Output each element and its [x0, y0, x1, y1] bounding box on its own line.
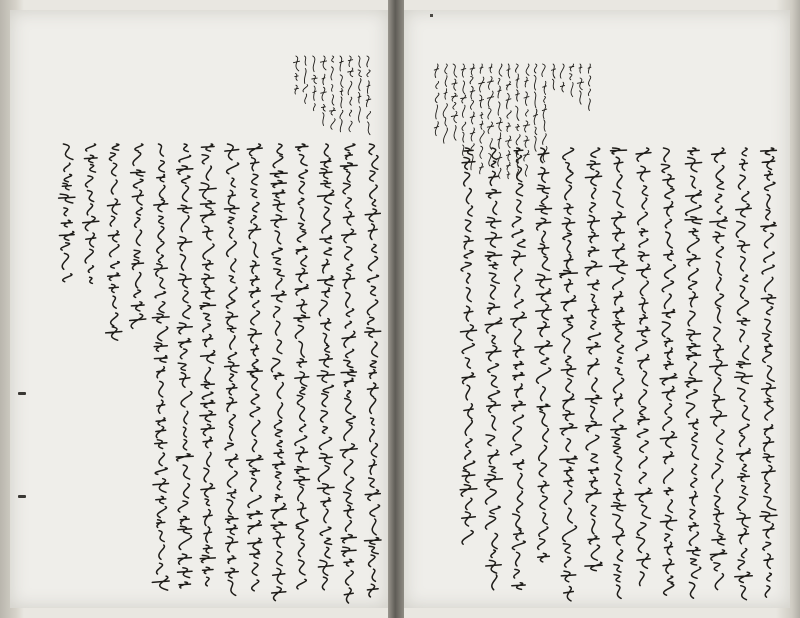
book-gutter [388, 0, 404, 618]
script-column [355, 54, 364, 132]
left-page-binding-mark [18, 392, 26, 395]
script-column [337, 54, 346, 132]
script-column [328, 54, 337, 132]
script-column [556, 146, 581, 594]
left-page-marginal-notes [292, 54, 373, 132]
right-page-corner-mark [430, 14, 433, 17]
script-column [606, 146, 631, 594]
script-column [79, 142, 103, 592]
script-column [55, 142, 79, 592]
script-column [126, 142, 150, 592]
script-column [531, 146, 556, 594]
script-column [346, 54, 355, 132]
script-column [756, 146, 781, 594]
left-page-binding-mark [18, 495, 26, 498]
script-column [506, 146, 531, 594]
script-column [292, 54, 301, 132]
script-column [319, 54, 328, 132]
script-column [631, 146, 656, 594]
script-column [243, 142, 267, 592]
script-column [196, 142, 220, 592]
left-page [10, 10, 388, 608]
script-column [290, 142, 314, 592]
script-column [267, 142, 291, 592]
script-column [102, 142, 126, 592]
script-column [364, 54, 373, 132]
right-page [404, 10, 790, 608]
script-column [173, 142, 197, 592]
script-column [441, 62, 450, 180]
script-column [731, 146, 756, 594]
left-page-main-text [55, 142, 384, 592]
script-column [149, 142, 173, 592]
script-column [656, 146, 681, 594]
script-column [581, 146, 606, 594]
script-column [361, 142, 385, 592]
script-column [706, 146, 731, 594]
right-page-main-text [456, 146, 781, 594]
script-column [337, 142, 361, 592]
script-column [301, 54, 310, 132]
script-column [314, 142, 338, 592]
script-column [432, 62, 441, 180]
script-column [681, 146, 706, 594]
script-column [481, 146, 506, 594]
script-column [220, 142, 244, 592]
script-column [456, 146, 481, 594]
script-column [310, 54, 319, 132]
